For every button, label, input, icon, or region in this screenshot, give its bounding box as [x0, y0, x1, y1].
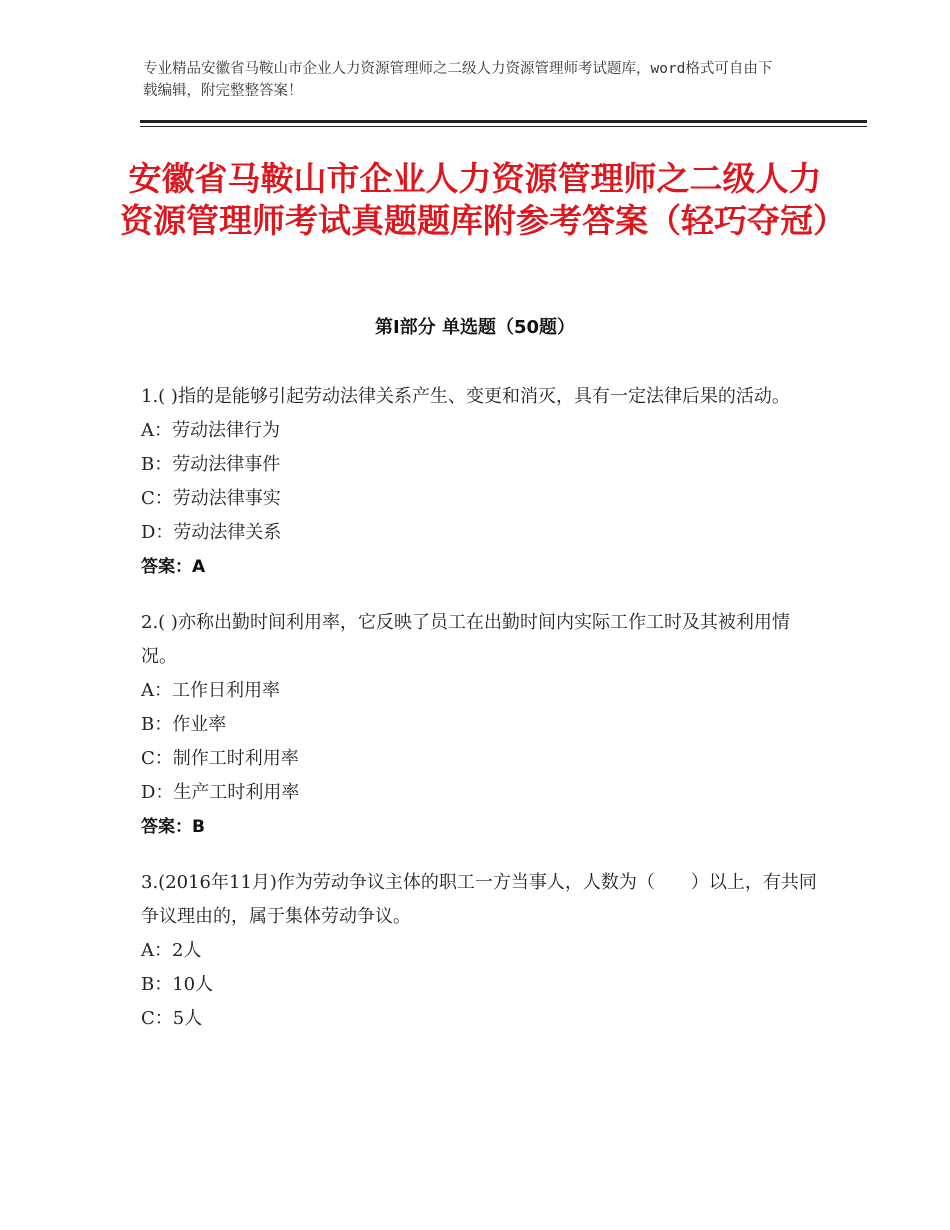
header-divider-thin — [140, 126, 867, 127]
question-list — [141, 380, 821, 1058]
option-d: D：劳动法律关系 — [141, 522, 282, 543]
header-note: 专业精品安徽省马鞍山市企业人力资源管理师之二级人力资源管理师考试题库，word格式可自由下载编辑，附完整整答案！ — [143, 61, 773, 99]
option-c: C：5人 — [141, 1008, 203, 1029]
option-c: C：劳动法律事实 — [141, 488, 281, 509]
answer-text: 答案：A — [141, 557, 206, 577]
option-d: D：生产工时利用率 — [141, 782, 300, 803]
option-b: B：10人 — [141, 974, 214, 995]
section-title: 第Ⅰ部分 单选题（50题） — [374, 317, 575, 338]
option-a: A：工作日利用率 — [141, 680, 280, 701]
question-stem: 2.( )亦称出勤时间利用率，它反映了员工在出勤时间内实际工作工时及其被利用情况。 — [141, 612, 790, 667]
question-1 — [141, 380, 821, 584]
document-title: 安徽省马鞍山市企业人力资源管理师之二级人力资源管理师考试真题题库附参考答案（轻巧夺冠） — [120, 159, 846, 240]
question-stem: 3.(2016年11月)作为劳动争议主体的职工一方当事人，人数为（ ）以上，有共同争议理由的，属于集体劳动争议。 — [141, 872, 817, 927]
option-b: B：作业率 — [141, 714, 227, 735]
header-divider-thick — [140, 120, 867, 123]
question-2 — [141, 606, 821, 844]
option-a: A：劳动法律行为 — [141, 420, 280, 441]
question-stem: 1.( )指的是能够引起劳动法律关系产生、变更和消灭，具有一定法律后果的活动。 — [141, 386, 790, 407]
option-a: A：2人 — [141, 940, 202, 961]
option-c: C：制作工时利用率 — [141, 748, 299, 769]
answer-text: 答案：B — [141, 817, 205, 837]
option-b: B：劳动法律事件 — [141, 454, 281, 475]
question-3 — [141, 866, 821, 1036]
